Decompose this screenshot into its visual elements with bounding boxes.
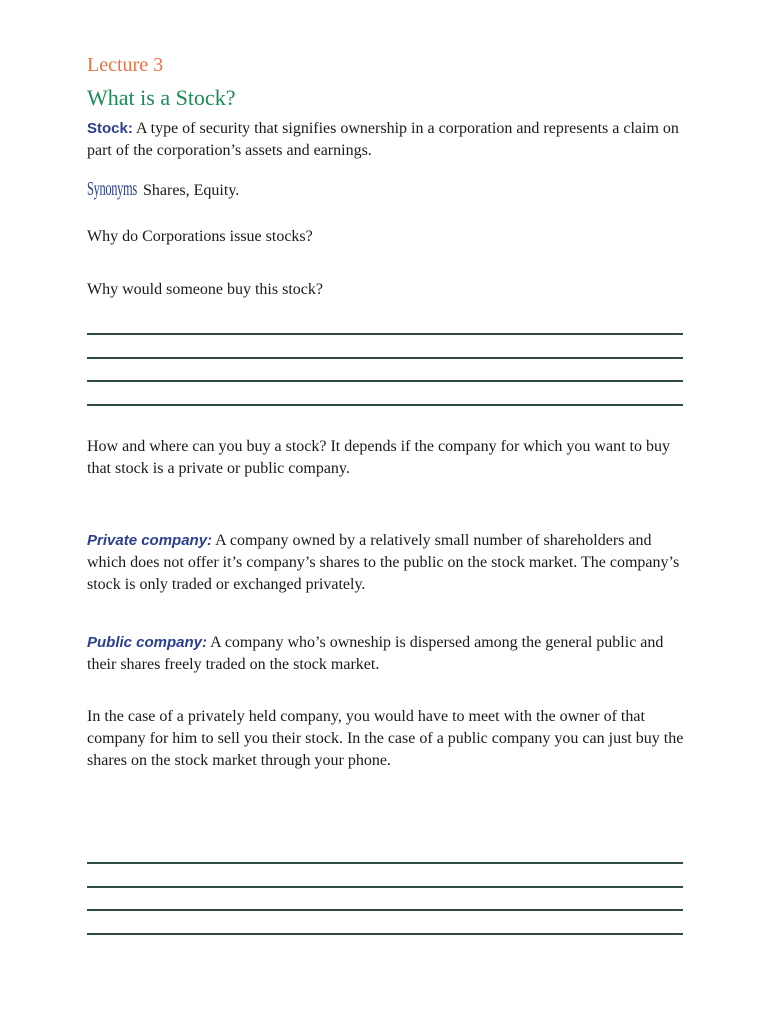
page-title: What is a Stock?	[87, 85, 236, 110]
public-company-text: A company who’s owneship is dispersed among the general public and their shares freely traded on the stock market.	[87, 634, 664, 673]
private-company-definition	[87, 530, 687, 596]
answer-line	[87, 862, 683, 864]
private-company-text: A company owned by a relatively small number of shareholders and which does not offer it’s company’s shares to the public on the stock market. The company’s stock is only traded or exchanged privately.	[87, 532, 680, 593]
synonyms-row	[87, 178, 687, 202]
lecture-number: Lecture 3	[87, 54, 164, 76]
answer-line	[87, 333, 683, 335]
answer-line	[87, 380, 683, 382]
private-company-term: Private company:	[87, 532, 213, 549]
public-company-term: Public company:	[87, 634, 208, 651]
stock-term: Stock:	[87, 120, 133, 137]
answer-line	[87, 909, 683, 911]
question-corporations-issue: Why do Corporations issue stocks?	[87, 228, 313, 245]
closing-paragraph: In the case of a privately held company, you would have to meet with the owner of that company for him to sell you their stock. In the case of a public company you can just buy the shares on the stock market through your phone.	[87, 708, 684, 769]
stock-definition-text: A type of security that signifies ownership in a corporation and represents a claim on part of the corporation’s assets and earnings.	[87, 120, 679, 159]
public-company-definition	[87, 632, 687, 676]
synonyms-text: Shares, Equity.	[139, 182, 240, 199]
answer-line	[87, 933, 683, 935]
answer-line	[87, 886, 683, 888]
answer-line	[87, 357, 683, 359]
question-why-buy: Why would someone buy this stock?	[87, 281, 323, 298]
how-where-paragraph: How and where can you buy a stock? It depends if the company for which you want to buy that stock is a private or public company.	[87, 438, 670, 477]
synonyms-label: Synonyms	[87, 178, 137, 200]
stock-definition	[87, 118, 687, 162]
answer-line	[87, 404, 683, 406]
